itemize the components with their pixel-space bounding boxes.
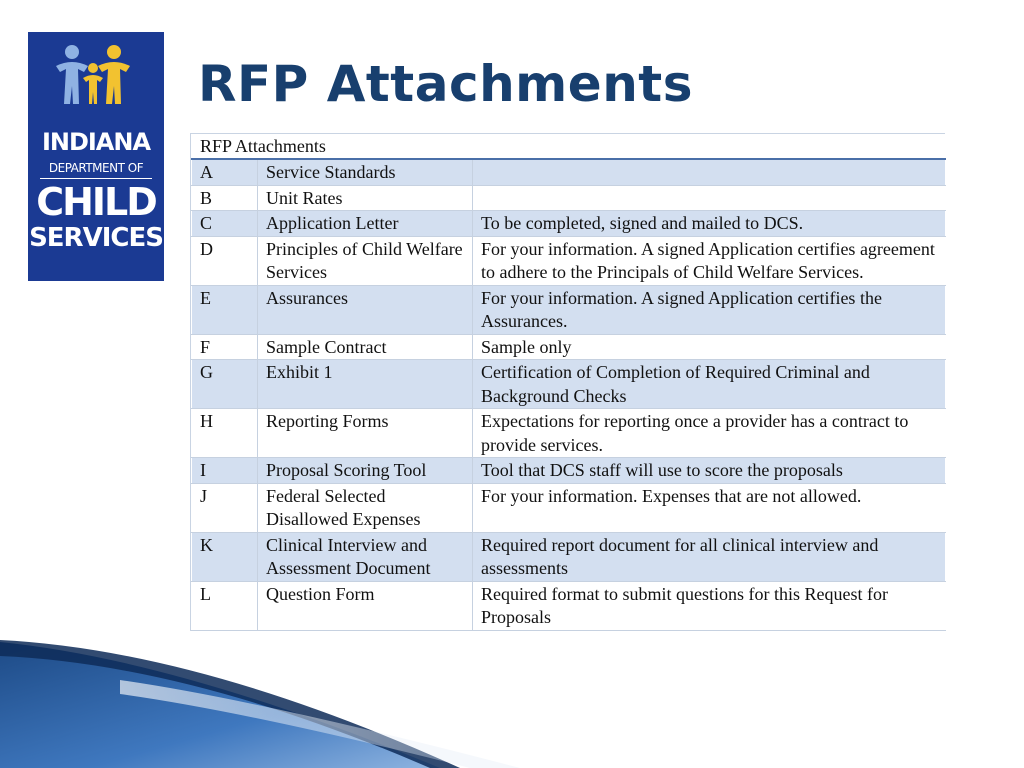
attachment-name: Sample Contract (258, 334, 473, 360)
table-row (192, 285, 946, 334)
attachment-name: Question Form (258, 581, 473, 630)
attachment-note (473, 185, 946, 211)
attachment-letter: H (192, 409, 258, 458)
table-row (192, 483, 946, 532)
people-figures-icon (46, 42, 136, 110)
attachment-letter: J (192, 483, 258, 532)
table-row (192, 159, 946, 185)
attachment-letter: D (192, 236, 258, 285)
attachment-name: Unit Rates (258, 185, 473, 211)
attachment-note: Tool that DCS staff will use to score the proposals (473, 458, 946, 484)
attachment-letter: B (192, 185, 258, 211)
table-row (192, 236, 946, 285)
attachment-letter: A (192, 159, 258, 185)
attachment-name: Proposal Scoring Tool (258, 458, 473, 484)
table-caption: RFP Attachments (192, 135, 946, 160)
attachment-letter: I (192, 458, 258, 484)
table-row (192, 211, 946, 237)
attachments-table (191, 134, 946, 631)
attachment-letter: L (192, 581, 258, 630)
attachment-note: Required format to submit questions for this Request for Proposals (473, 581, 946, 630)
attachment-note: For your information. A signed Application certifies agreement to adhere to the Principals of Child Welfare Services. (473, 236, 946, 285)
attachment-note: To be completed, signed and mailed to DCS. (473, 211, 946, 237)
logo-wordmark (28, 128, 164, 253)
table-caption-row (192, 135, 946, 160)
attachments-table-container (190, 133, 945, 631)
attachment-note: Required report document for all clinical interview and assessments (473, 532, 946, 581)
table-row (192, 409, 946, 458)
logo-indiana: INDIANA (41, 128, 151, 156)
table-row (192, 185, 946, 211)
attachment-note (473, 159, 946, 185)
page-title: RFP Attachments (198, 55, 693, 113)
table-row (192, 532, 946, 581)
logo-department-of: DEPARTMENT OF (40, 160, 152, 179)
attachment-note: Sample only (473, 334, 946, 360)
attachment-note: For your information. A signed Application certifies the Assurances. (473, 285, 946, 334)
table-row (192, 334, 946, 360)
decorative-ribbon (0, 620, 560, 768)
attachment-letter: G (192, 360, 258, 409)
logo-services: SERVICES (29, 223, 163, 253)
attachment-name: Application Letter (258, 211, 473, 237)
attachment-name: Principles of Child Welfare Services (258, 236, 473, 285)
attachment-note: Certification of Completion of Required Criminal and Background Checks (473, 360, 946, 409)
attachment-name: Clinical Interview and Assessment Document (258, 532, 473, 581)
table-row (192, 458, 946, 484)
attachment-name: Exhibit 1 (258, 360, 473, 409)
attachment-name: Service Standards (258, 159, 473, 185)
table-row (192, 360, 946, 409)
attachment-name: Reporting Forms (258, 409, 473, 458)
attachment-note: Expectations for reporting once a provider has a contract to provide services. (473, 409, 946, 458)
attachment-letter: F (192, 334, 258, 360)
attachment-name: Federal Selected Disallowed Expenses (258, 483, 473, 532)
attachment-letter: E (192, 285, 258, 334)
logo-child: CHILD (36, 180, 156, 224)
attachment-letter: C (192, 211, 258, 237)
attachment-letter: K (192, 532, 258, 581)
dcs-logo (28, 32, 164, 281)
attachment-note: For your information. Expenses that are not allowed. (473, 483, 946, 532)
attachment-name: Assurances (258, 285, 473, 334)
